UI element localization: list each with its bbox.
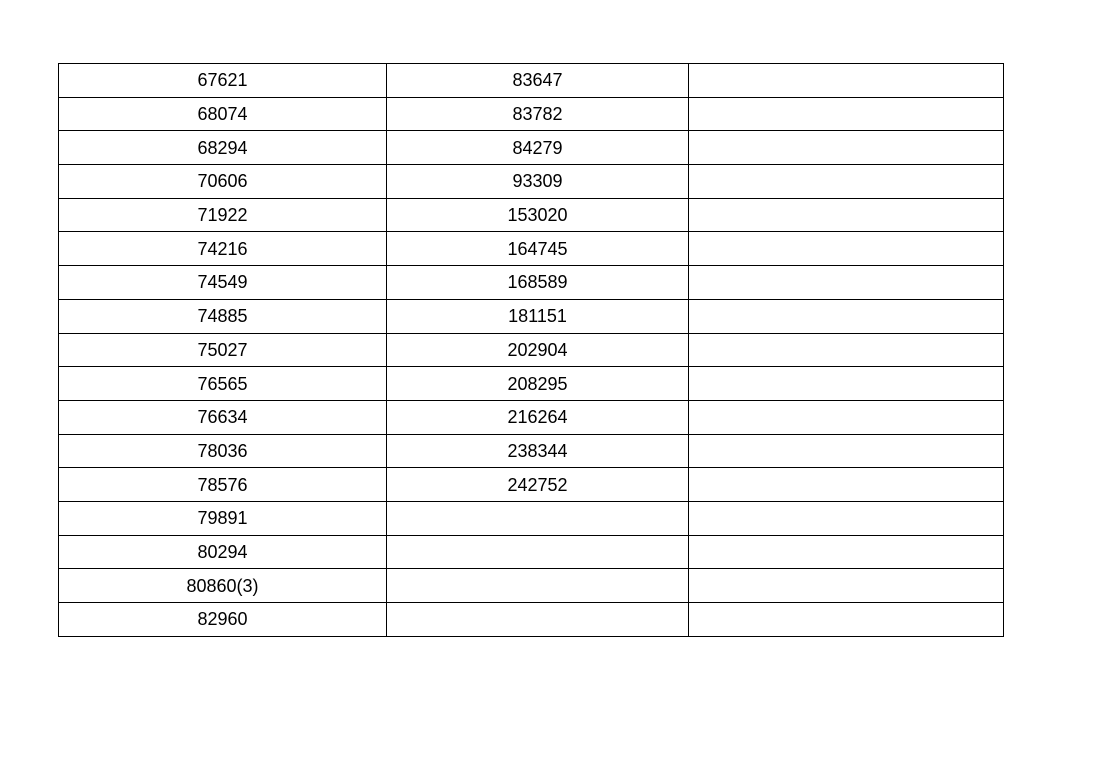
table-row <box>59 400 1004 434</box>
table-cell <box>689 198 1004 232</box>
table-cell <box>689 299 1004 333</box>
table-cell: 74885 <box>59 299 387 333</box>
table-row <box>59 468 1004 502</box>
table-cell: 78036 <box>59 434 387 468</box>
table-cell: 80860(3) <box>59 569 387 603</box>
table-cell: 74216 <box>59 232 387 266</box>
table-cell <box>689 367 1004 401</box>
table-cell <box>689 266 1004 300</box>
table-cell: 83782 <box>387 97 689 131</box>
table-row <box>59 333 1004 367</box>
table-cell <box>387 603 689 637</box>
table-cell <box>387 501 689 535</box>
table-cell: 78576 <box>59 468 387 502</box>
table-row <box>59 299 1004 333</box>
table-cell: 83647 <box>387 64 689 98</box>
table-cell: 76565 <box>59 367 387 401</box>
table-cell <box>689 569 1004 603</box>
table-row <box>59 198 1004 232</box>
table-row <box>59 165 1004 199</box>
table-row <box>59 501 1004 535</box>
table-cell: 75027 <box>59 333 387 367</box>
table-cell <box>689 165 1004 199</box>
table-cell <box>387 569 689 603</box>
table-row <box>59 97 1004 131</box>
table-cell <box>689 232 1004 266</box>
table-cell <box>689 131 1004 165</box>
table-row <box>59 232 1004 266</box>
number-table <box>58 63 1004 637</box>
table-cell: 67621 <box>59 64 387 98</box>
table-cell: 164745 <box>387 232 689 266</box>
table-cell <box>387 535 689 569</box>
table-cell <box>689 97 1004 131</box>
table-cell: 153020 <box>387 198 689 232</box>
table-row <box>59 434 1004 468</box>
table-cell <box>689 64 1004 98</box>
table-cell <box>689 535 1004 569</box>
table-cell: 93309 <box>387 165 689 199</box>
table-body <box>59 64 1004 637</box>
table-cell: 79891 <box>59 501 387 535</box>
table-cell: 238344 <box>387 434 689 468</box>
table-row <box>59 535 1004 569</box>
table-cell: 70606 <box>59 165 387 199</box>
table-row <box>59 131 1004 165</box>
table-cell: 84279 <box>387 131 689 165</box>
table-cell: 68074 <box>59 97 387 131</box>
table-cell <box>689 434 1004 468</box>
table-cell <box>689 333 1004 367</box>
table-cell <box>689 468 1004 502</box>
table-cell: 181151 <box>387 299 689 333</box>
table-cell: 71922 <box>59 198 387 232</box>
table-cell: 82960 <box>59 603 387 637</box>
table-cell: 80294 <box>59 535 387 569</box>
table-cell <box>689 501 1004 535</box>
table-cell <box>689 400 1004 434</box>
table-cell: 242752 <box>387 468 689 502</box>
table-cell: 202904 <box>387 333 689 367</box>
table-cell: 208295 <box>387 367 689 401</box>
table-cell <box>689 603 1004 637</box>
table-cell: 216264 <box>387 400 689 434</box>
table-cell: 76634 <box>59 400 387 434</box>
table-cell: 68294 <box>59 131 387 165</box>
table-row <box>59 64 1004 98</box>
table-cell: 168589 <box>387 266 689 300</box>
table-row <box>59 569 1004 603</box>
table-cell: 74549 <box>59 266 387 300</box>
table-row <box>59 367 1004 401</box>
table-row <box>59 603 1004 637</box>
table-row <box>59 266 1004 300</box>
